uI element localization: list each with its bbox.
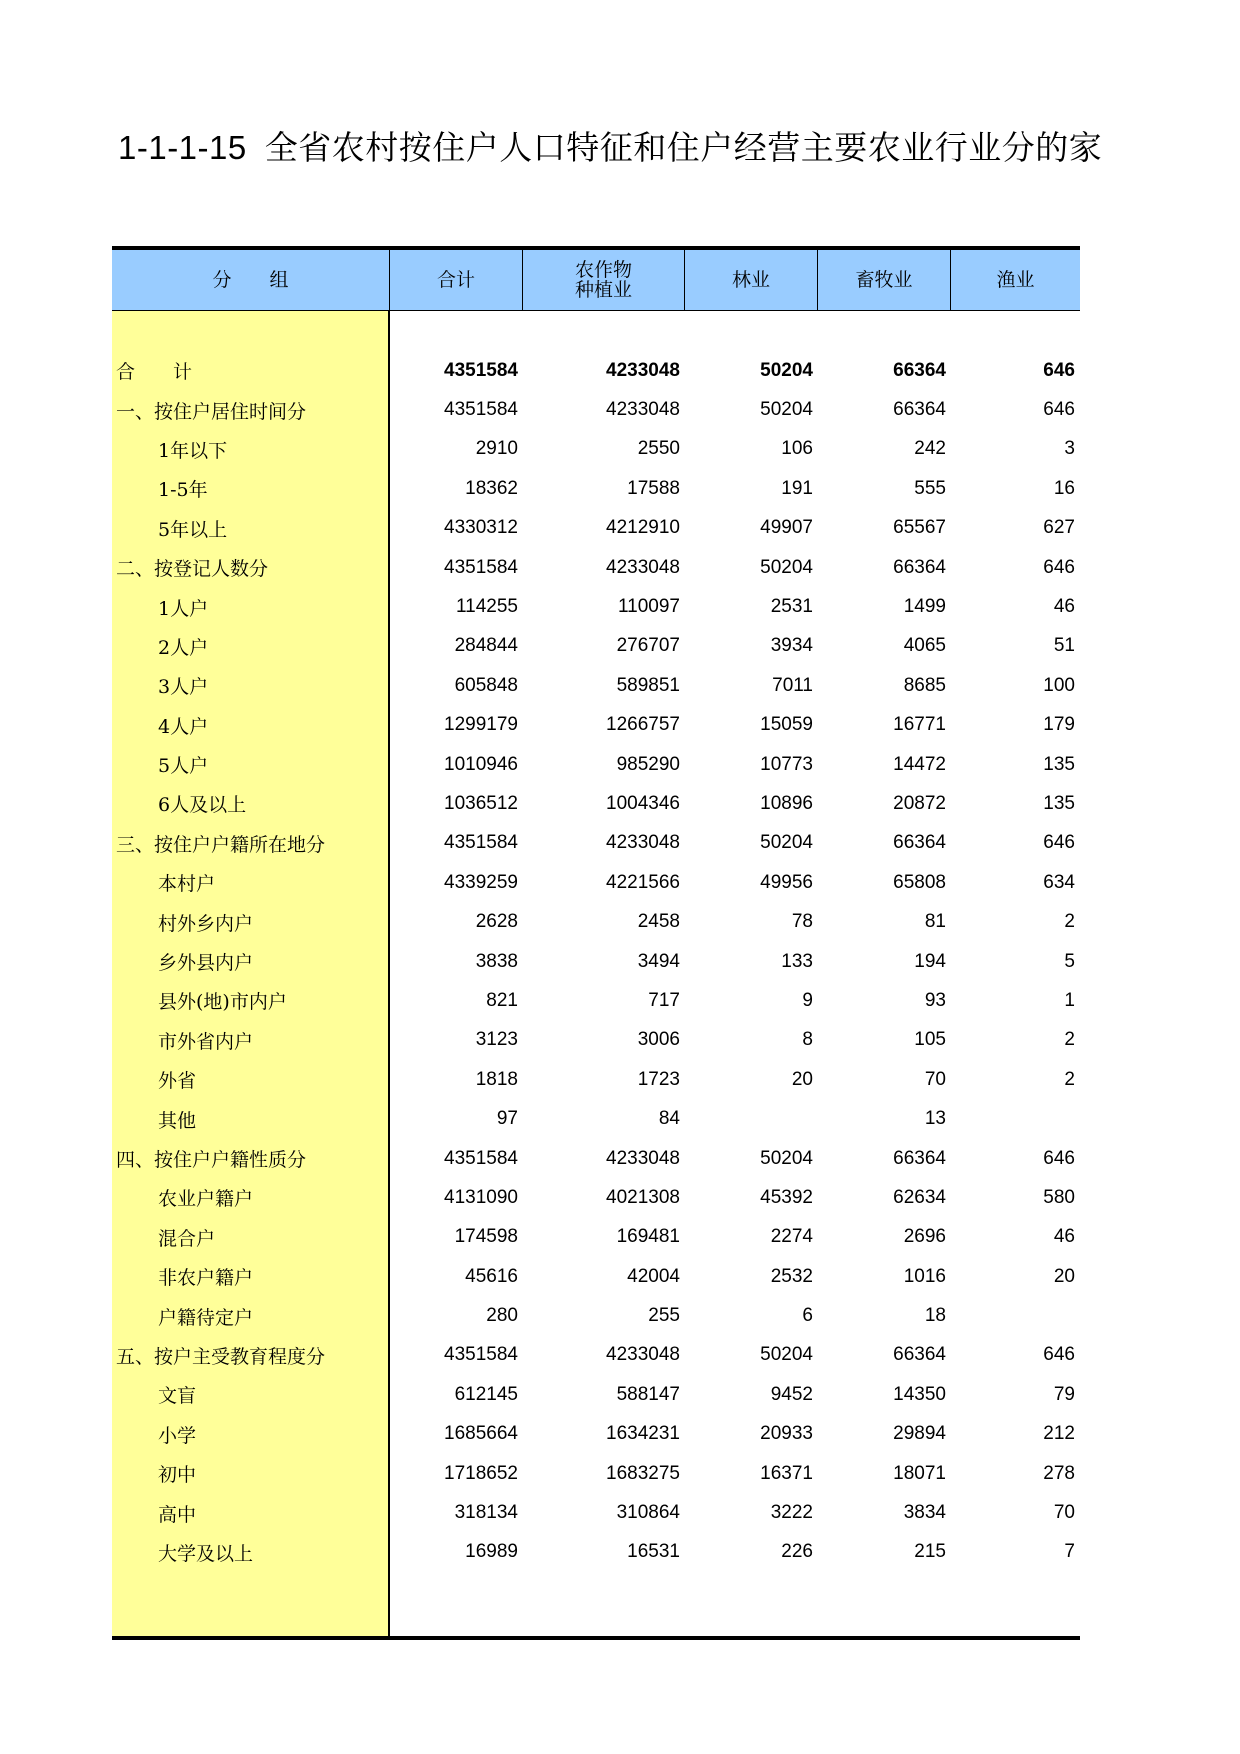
bottom-rule: [112, 1636, 1080, 1640]
cell-total: 1010946: [444, 753, 518, 775]
row-label: 1-5年: [158, 479, 208, 502]
cell-livestock: 66364: [893, 556, 946, 578]
cell-forestry: 49956: [760, 871, 813, 893]
cell-crops: 4221566: [606, 871, 680, 893]
cell-crops: 1004346: [606, 792, 680, 814]
row-label: 一、按住户居住时间分: [116, 400, 307, 423]
cell-livestock: 62634: [893, 1186, 946, 1208]
cell-livestock: 66364: [893, 832, 946, 854]
row-label: 5人户: [158, 755, 209, 778]
row-label: 三、按住户户籍所在地分: [116, 833, 326, 856]
table-row: [390, 1336, 1080, 1375]
cell-crops: 1723: [637, 1068, 680, 1090]
cell-livestock: 16771: [893, 714, 946, 736]
row-label: 文盲: [158, 1385, 197, 1408]
table-row: [390, 1099, 1080, 1138]
cell-total: 284844: [454, 635, 518, 657]
cell-livestock: 13: [924, 1108, 946, 1130]
cell-fishery: 16: [1053, 477, 1075, 499]
table-row: [390, 469, 1080, 508]
cell-forestry: 6: [802, 1305, 813, 1327]
cell-livestock: 81: [924, 911, 946, 933]
cell-fishery: 646: [1043, 359, 1075, 381]
cell-total: 605848: [454, 674, 518, 696]
cell-total: 1685664: [444, 1423, 518, 1445]
row-label: 四、按住户户籍性质分: [116, 1149, 307, 1171]
cell-crops: 2550: [637, 438, 680, 460]
row-label: 五、按户主受教育程度分: [116, 1345, 326, 1368]
cell-crops: 4233048: [606, 399, 680, 421]
cell-fishery: 646: [1043, 1344, 1075, 1366]
table-row: [390, 942, 1080, 981]
cell-fishery: 46: [1053, 1226, 1075, 1248]
cell-fishery: 179: [1043, 714, 1075, 736]
cell-forestry: 3222: [770, 1502, 813, 1524]
cell-fishery: 3: [1064, 438, 1075, 460]
cell-fishery: 646: [1043, 1147, 1075, 1169]
cell-total: 4351584: [444, 359, 518, 381]
cell-fishery: 646: [1043, 399, 1075, 421]
table-row: [390, 666, 1080, 705]
cell-total: 1718652: [444, 1462, 518, 1484]
table-row: [390, 706, 1080, 745]
cell-fishery: 646: [1043, 556, 1075, 578]
table-row: [390, 509, 1080, 548]
table-row: [390, 902, 1080, 941]
cell-crops: 276707: [616, 635, 680, 657]
table-row: [390, 1493, 1080, 1532]
cell-forestry: 16371: [760, 1462, 813, 1484]
cell-livestock: 29894: [893, 1423, 946, 1445]
cell-total: 821: [486, 989, 518, 1011]
cell-total: 18362: [465, 477, 518, 499]
cell-crops: 4233048: [606, 1344, 680, 1366]
cell-fishery: 212: [1043, 1423, 1075, 1445]
cell-total: 4351584: [444, 556, 518, 578]
row-label: 3人户: [158, 676, 209, 699]
cell-total: 4351584: [444, 1344, 518, 1366]
cell-fishery: 278: [1043, 1462, 1075, 1484]
table-row: [390, 1218, 1080, 1257]
cell-forestry: 7011: [772, 674, 813, 696]
table-row: [390, 548, 1080, 587]
table-row: [390, 981, 1080, 1020]
cell-total: 3838: [475, 950, 518, 972]
table-row: [390, 1178, 1080, 1217]
cell-crops: 169481: [616, 1226, 680, 1248]
cell-livestock: 105: [914, 1029, 946, 1051]
row-label: 村外乡内户: [158, 912, 254, 935]
cell-livestock: 1499: [903, 596, 946, 618]
row-label: 外省: [158, 1070, 197, 1093]
cell-forestry: 78: [791, 911, 813, 933]
row-label: 本村户: [158, 873, 216, 896]
cell-crops: 4021308: [606, 1186, 680, 1208]
cell-crops: 3006: [637, 1029, 680, 1051]
cell-fishery: 1: [1064, 989, 1075, 1011]
table-row: [390, 1375, 1080, 1414]
table-row: [390, 1415, 1080, 1454]
row-label: 大学及以上: [158, 1542, 254, 1565]
cell-forestry: 50204: [760, 832, 813, 854]
cell-livestock: 4065: [903, 635, 946, 657]
cell-fishery: 135: [1043, 792, 1075, 814]
table-row: [390, 1533, 1080, 1572]
header-crops-line1: 农作物: [574, 259, 632, 281]
row-label: 其他: [158, 1109, 197, 1132]
cell-crops: 4233048: [606, 832, 680, 854]
cell-crops: 310864: [616, 1502, 680, 1524]
cell-total: 280: [486, 1305, 518, 1327]
cell-livestock: 93: [924, 989, 946, 1011]
cell-crops: 4233048: [606, 359, 680, 381]
table-row: [390, 784, 1080, 823]
cell-crops: 17588: [627, 477, 680, 499]
cell-crops: 1634231: [606, 1423, 680, 1445]
row-label: 市外省内户: [158, 1030, 254, 1053]
header-crops: [523, 250, 685, 310]
cell-livestock: 70: [924, 1068, 946, 1090]
cell-forestry: 15059: [760, 714, 813, 736]
cell-total: 1299179: [444, 714, 518, 736]
cell-total: 3123: [475, 1029, 518, 1051]
cell-forestry: 50204: [760, 556, 813, 578]
cell-forestry: 106: [781, 438, 813, 460]
row-label: 二、按登记人数分: [116, 558, 269, 581]
cell-forestry: 20: [791, 1068, 813, 1090]
cell-crops: 110097: [618, 596, 680, 618]
cell-livestock: 65567: [893, 517, 946, 539]
cell-forestry: 8: [802, 1029, 813, 1051]
cell-livestock: 66364: [893, 399, 946, 421]
cell-crops: 1683275: [606, 1462, 680, 1484]
page-title: [118, 122, 1102, 169]
cell-forestry: 2532: [770, 1265, 813, 1287]
cell-fishery: 51: [1053, 635, 1075, 657]
cell-forestry: 2531: [770, 596, 813, 618]
cell-fishery: 79: [1053, 1383, 1075, 1405]
row-label: 2人户: [158, 636, 209, 659]
cell-total: 4330312: [444, 517, 518, 539]
cell-fishery: 100: [1043, 674, 1075, 696]
row-label: 5年以上: [158, 518, 228, 541]
table-row: [390, 390, 1080, 429]
row-label: 合 计: [116, 361, 193, 384]
cell-total: 612145: [454, 1383, 518, 1405]
cell-livestock: 18: [924, 1305, 946, 1327]
cell-fishery: 2: [1064, 1068, 1075, 1090]
row-label: 1年以下: [158, 439, 228, 462]
cell-livestock: 20872: [893, 792, 946, 814]
label-column: [112, 311, 390, 1636]
cell-livestock: 65808: [893, 871, 946, 893]
row-label: 户籍待定户: [158, 1306, 254, 1329]
cell-livestock: 215: [914, 1541, 946, 1563]
cell-fishery: 2: [1064, 1029, 1075, 1051]
cell-forestry: 10896: [760, 792, 813, 814]
table-row: [390, 627, 1080, 666]
cell-fishery: 70: [1053, 1502, 1075, 1524]
table-row: [390, 351, 1080, 390]
cell-crops: 1266757: [606, 714, 680, 736]
cell-fishery: 5: [1064, 950, 1075, 972]
cell-crops: 16531: [627, 1541, 680, 1563]
cell-livestock: 194: [914, 950, 946, 972]
cell-livestock: 66364: [893, 1147, 946, 1169]
cell-crops: 3494: [637, 950, 680, 972]
data-columns: [390, 311, 1080, 1636]
cell-total: 1036512: [444, 792, 518, 814]
table-row: [390, 745, 1080, 784]
cell-livestock: 66364: [893, 1344, 946, 1366]
cell-forestry: 49907: [760, 517, 813, 539]
row-label: 4人户: [158, 715, 209, 738]
cell-fishery: 135: [1043, 753, 1075, 775]
table-number: 1-1-1-15: [118, 129, 247, 166]
row-label: 1人户: [158, 597, 209, 620]
cell-total: 2628: [475, 911, 518, 933]
table-row: [390, 1021, 1080, 1060]
header-total: 合计: [390, 250, 523, 310]
header-fishery: 渔业: [996, 269, 1035, 291]
table-title-text: 全省农村按住户人口特征和住户经营主要农业行业分的家: [264, 128, 1103, 167]
cell-crops: 717: [648, 989, 680, 1011]
cell-livestock: 18071: [893, 1462, 946, 1484]
cell-livestock: 1016: [903, 1265, 946, 1287]
cell-fishery: 7: [1064, 1541, 1075, 1563]
table-header: [112, 250, 1080, 311]
header-crops-line2: 种植业: [574, 279, 632, 301]
row-label: 高中: [158, 1503, 197, 1526]
cell-total: 4351584: [444, 832, 518, 854]
cell-fishery: 634: [1043, 871, 1075, 893]
cell-fishery: 2: [1064, 911, 1075, 933]
cell-forestry: 50204: [760, 359, 813, 381]
cell-forestry: 50204: [760, 399, 813, 421]
cell-total: 318134: [454, 1502, 518, 1524]
cell-livestock: 555: [914, 477, 946, 499]
cell-livestock: 14472: [893, 753, 946, 775]
cell-total: 97: [496, 1108, 518, 1130]
cell-fishery: 20: [1053, 1265, 1075, 1287]
table-row: [390, 1257, 1080, 1296]
cell-total: 4339259: [444, 871, 518, 893]
cell-crops: 255: [648, 1305, 680, 1327]
table-row: [390, 863, 1080, 902]
cell-livestock: 242: [914, 438, 946, 460]
cell-forestry: 20933: [760, 1423, 813, 1445]
header-forestry: 林业: [685, 250, 818, 310]
cell-total: 4351584: [444, 1147, 518, 1169]
cell-livestock: 2696: [903, 1226, 946, 1248]
cell-forestry: 9: [802, 989, 813, 1011]
row-label: 混合户: [158, 1227, 216, 1250]
row-label: 乡外县内户: [158, 952, 254, 975]
cell-crops: 84: [658, 1108, 680, 1130]
table-row: [390, 824, 1080, 863]
cell-total: 2910: [475, 438, 518, 460]
cell-livestock: 66364: [893, 359, 946, 381]
cell-fishery: 627: [1043, 517, 1075, 539]
row-label: 初中: [158, 1464, 197, 1487]
cell-total: 114255: [456, 596, 518, 618]
table-row: [390, 1060, 1080, 1099]
cell-forestry: 9452: [770, 1383, 813, 1405]
cell-crops: 4212910: [606, 517, 680, 539]
table-row: [390, 587, 1080, 626]
cell-livestock: 14350: [893, 1383, 946, 1405]
row-label: 非农户籍户: [158, 1267, 254, 1290]
cell-forestry: 50204: [760, 1344, 813, 1366]
table-row: [390, 1296, 1080, 1335]
header-group: 分 组: [112, 250, 390, 310]
cell-livestock: 8685: [903, 674, 946, 696]
cell-total: 4131090: [444, 1186, 518, 1208]
cell-total: 1818: [475, 1068, 518, 1090]
cell-livestock: 3834: [903, 1502, 946, 1524]
cell-crops: 42004: [627, 1265, 680, 1287]
cell-fishery: 46: [1053, 596, 1075, 618]
cell-forestry: 10773: [760, 753, 813, 775]
cell-crops: 4233048: [606, 1147, 680, 1169]
cell-forestry: 133: [781, 950, 813, 972]
cell-total: 16989: [465, 1541, 518, 1563]
row-label: 6人及以上: [158, 794, 247, 817]
table-row: [390, 1454, 1080, 1493]
cell-forestry: 226: [781, 1541, 813, 1563]
cell-total: 4351584: [444, 399, 518, 421]
cell-forestry: 50204: [760, 1147, 813, 1169]
cell-crops: 2458: [637, 911, 680, 933]
table-row: [390, 430, 1080, 469]
cell-crops: 589851: [616, 674, 680, 696]
cell-forestry: 2274: [770, 1226, 813, 1248]
cell-fishery: 580: [1043, 1186, 1075, 1208]
cell-crops: 4233048: [606, 556, 680, 578]
table-row: [390, 1139, 1080, 1178]
cell-crops: 588147: [616, 1383, 680, 1405]
header-livestock: 畜牧业: [818, 250, 951, 310]
row-label: 县外(地)市内户: [158, 991, 287, 1014]
cell-forestry: 191: [781, 477, 813, 499]
row-label: 小学: [158, 1424, 197, 1447]
cell-forestry: 45392: [760, 1186, 813, 1208]
data-table: [112, 246, 1080, 1640]
cell-fishery: 646: [1043, 832, 1075, 854]
row-label: 农业户籍户: [158, 1188, 254, 1211]
table-body: [112, 311, 1080, 1636]
cell-total: 45616: [465, 1265, 518, 1287]
cell-total: 174598: [454, 1226, 518, 1248]
cell-forestry: 3934: [770, 635, 813, 657]
cell-crops: 985290: [616, 753, 680, 775]
